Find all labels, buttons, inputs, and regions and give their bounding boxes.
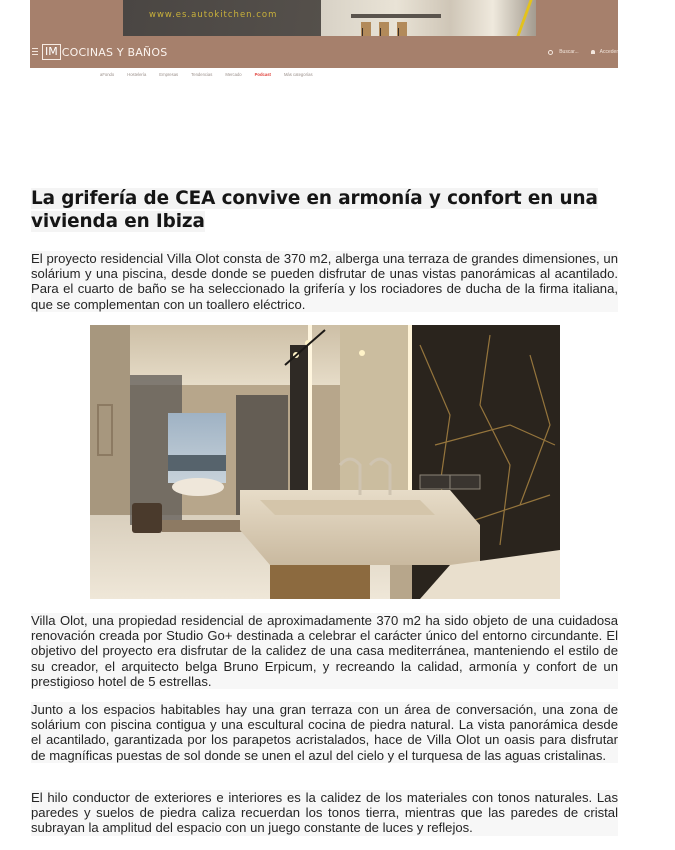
bathroom-illustration	[90, 325, 560, 599]
article-title-block	[31, 187, 618, 233]
main-navbar	[30, 36, 618, 68]
header-actions	[536, 49, 618, 55]
login-label: Acceder	[599, 49, 618, 55]
category-link-tendencias[interactable]: Tendencias	[191, 72, 213, 77]
login-button[interactable]	[591, 49, 618, 55]
bath-mat	[162, 520, 242, 532]
logo-mark: IM	[42, 44, 61, 60]
wall-control	[450, 475, 480, 489]
article-paragraph: Junto a los espacios habitables hay una gran terraza con un área de conversación, una zona de solárium con piscina contigua y una escultural cocina de piedra natural. La vista panorámica desde el acantilado, garantizada por los parapetos acristalados, hace de Villa Olot un oasis para disfrutar de magníficas puestas de sol donde se unen el azul del cielo y el turquesa de las aguas cristalinas.	[31, 702, 618, 763]
category-link-afondo[interactable]: aFondo	[100, 72, 115, 77]
category-link-mercado[interactable]: Mercado	[225, 72, 242, 77]
banner-accent-stripe	[516, 0, 532, 36]
category-link-empresas[interactable]: Empresas	[159, 72, 179, 77]
sink-basin	[260, 500, 435, 515]
advertisement-banner[interactable]	[123, 0, 536, 36]
article-title: La grifería de CEA convive en armonía y confort en una vivienda en Ibiza	[31, 188, 598, 232]
kitchen-stool	[379, 22, 389, 36]
mirror-panel	[290, 345, 310, 505]
article-paragraph: El hilo conductor de exteriores e interiores es la calidez de los materiales con tonos naturales. Las paredes y suelos de piedra caliza recuerdan los tonos tierra, mientras que las paredes de cristal subrayan la amplitud del espacio con un juego constante de luces y reflejos.	[31, 790, 618, 836]
wall-control	[420, 475, 450, 489]
wood-cabinet	[270, 565, 370, 599]
site-logo[interactable]	[42, 44, 167, 60]
banner-text-panel	[123, 0, 323, 36]
article-photo-bathroom	[90, 325, 560, 599]
menu-icon[interactable]	[32, 48, 38, 55]
led-strip	[408, 325, 412, 515]
category-link-hosteleria[interactable]: Hostelería	[127, 72, 147, 77]
basket	[132, 503, 162, 533]
article	[31, 187, 618, 836]
search-icon	[548, 50, 553, 55]
kitchen-stool	[361, 22, 371, 36]
coastline	[168, 455, 226, 471]
ceiling-spotlight	[359, 350, 365, 356]
search-label: Buscar...	[559, 49, 579, 55]
user-icon	[591, 50, 595, 54]
kitchen-stool	[397, 22, 407, 36]
banner-ad-url[interactable]: www.es.autokitchen.com	[149, 10, 278, 20]
category-link-podcast[interactable]: Podcast	[254, 72, 271, 77]
article-paragraph: Villa Olot, una propiedad residencial de aproximadamente 370 m2 ha sido objeto de una cuidadosa renovación creada por Studio Go+ destinada a celebrar el carácter único del entorno circundante. El objetivo del proyecto era disfrutar de la calidez de una casa mediterránea, manteniendo el estilo de su creador, el arquitecto belga Bruno Erpicum, y recreando la calidad, armonía y confort de un prestigioso hotel de 5 estrellas.	[31, 613, 618, 689]
banner-kitchen-photo	[321, 0, 536, 36]
bathtub	[172, 478, 224, 496]
logo-text: COCINAS Y BAÑOS	[61, 45, 168, 59]
window-view	[168, 413, 226, 483]
led-strip	[308, 325, 312, 505]
site-header	[30, 0, 618, 68]
article-lead-paragraph: El proyecto residencial Villa Olot consta de 370 m2, alberga una terraza de grandes dimensiones, un solárium y una piscina, desde donde se pueden disfrutar de unas vistas panorámicas al acantilado. Para el cuarto de baño se ha seleccionado la grifería y los rociadores de ducha de la firma italiana, que se complementan con un toallero eléctrico.	[31, 251, 618, 312]
search-button[interactable]	[548, 49, 578, 55]
category-link-more[interactable]: Más categorías	[283, 72, 313, 77]
kitchen-counter	[351, 14, 441, 18]
category-nav	[100, 72, 326, 77]
mirror-reflection	[340, 325, 410, 505]
